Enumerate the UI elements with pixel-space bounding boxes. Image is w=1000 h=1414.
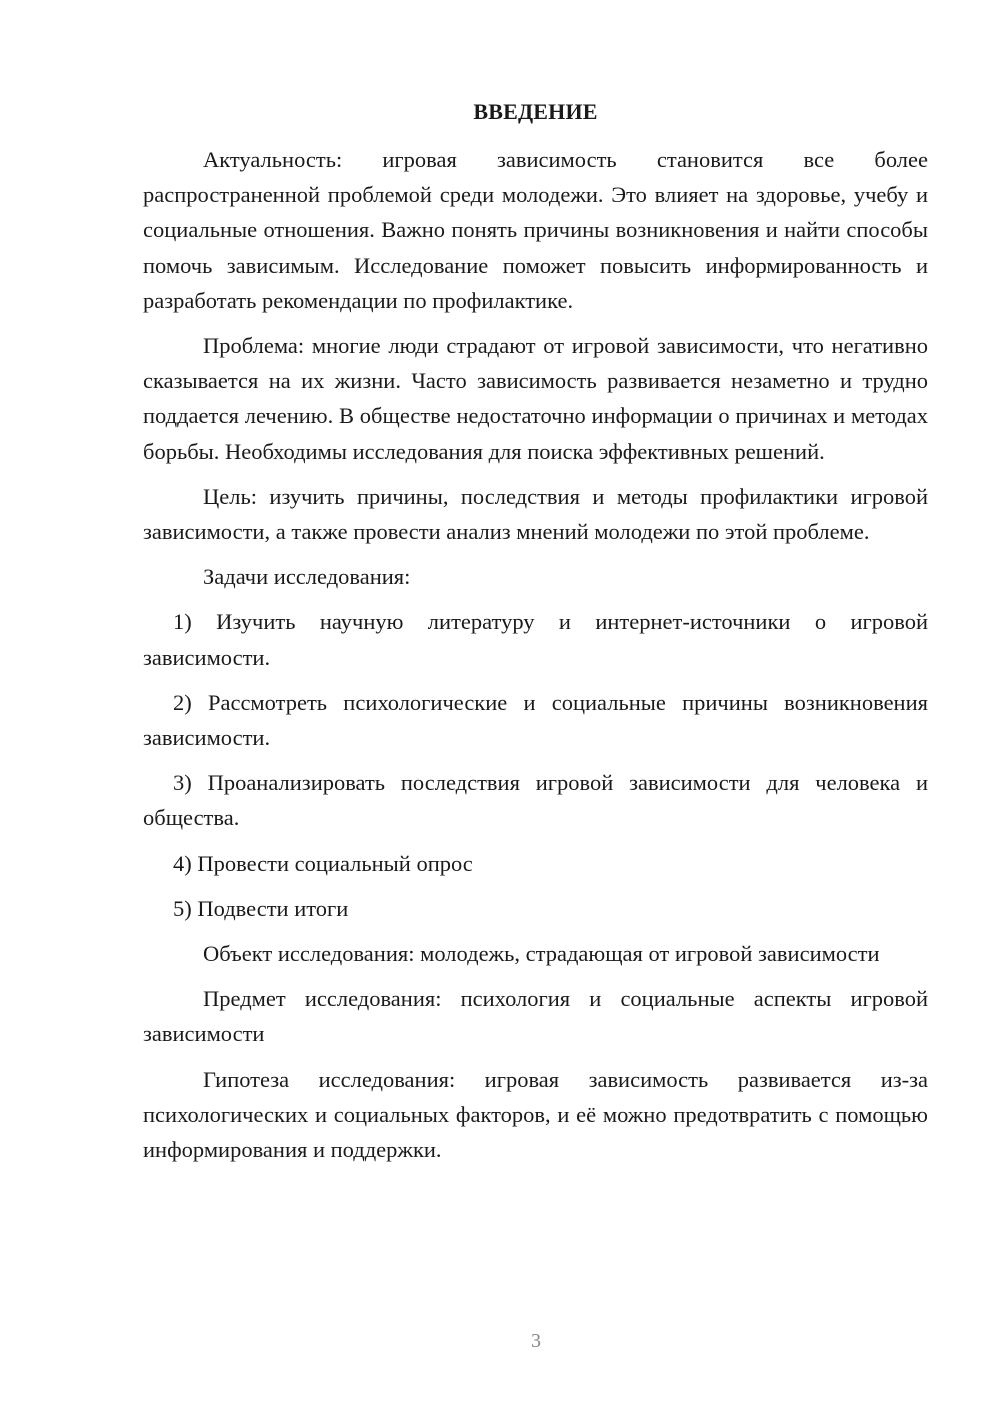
page-content <box>143 94 928 1167</box>
page-number: 3 <box>531 1330 541 1352</box>
relevance-paragraph: Актуальность: игровая зависимость становится все более распространенной проблемой среди молодежи. Это влияет на здоровье, учебу и социальные отношения. Важно понять причины возникновения и найти способы помочь зависимым. Исследование поможет повысить информированность и разработать рекомендации по профилактике. <box>143 147 928 313</box>
task-item-4: 4) Провести социальный опрос <box>173 850 473 876</box>
task-item-5: 5) Подвести итоги <box>173 895 349 921</box>
hypothesis-paragraph: Гипотеза исследования: игровая зависимость развивается из-за психологических и социальных факторов, и её можно предотвратить с помощью информирования и поддержки. <box>143 1066 928 1163</box>
problem-paragraph: Проблема: многие люди страдают от игровой зависимости, что негативно сказывается на их жизни. Часто зависимость развивается незаметно и трудно поддается лечению. В обществе недостаточно информации о причинах и методах борьбы. Необходимы исследования для поиска эффективных решений. <box>143 333 928 464</box>
task-item-2: 2) Рассмотреть психологические и социальные причины возникновения зависимости. <box>143 689 928 751</box>
task-item-1: 1) Изучить научную литературу и интернет-источники о игровой зависимости. <box>143 609 928 670</box>
section-title: ВВЕДЕНИЕ <box>473 99 598 124</box>
goal-paragraph: Цель: изучить причины, последствия и методы профилактики игровой зависимости, а также провести анализ мнений молодежи по этой проблеме. <box>143 483 928 545</box>
subject-paragraph: Предмет исследования: психология и социальные аспекты игровой зависимости <box>143 986 928 1047</box>
object-paragraph: Объект исследования: молодежь, страдающая от игровой зависимости <box>203 941 880 967</box>
task-item-3: 3) Проанализировать последствия игровой зависимости для человека и общества. <box>143 770 928 831</box>
tasks-heading: Задачи исследования: <box>203 564 411 590</box>
